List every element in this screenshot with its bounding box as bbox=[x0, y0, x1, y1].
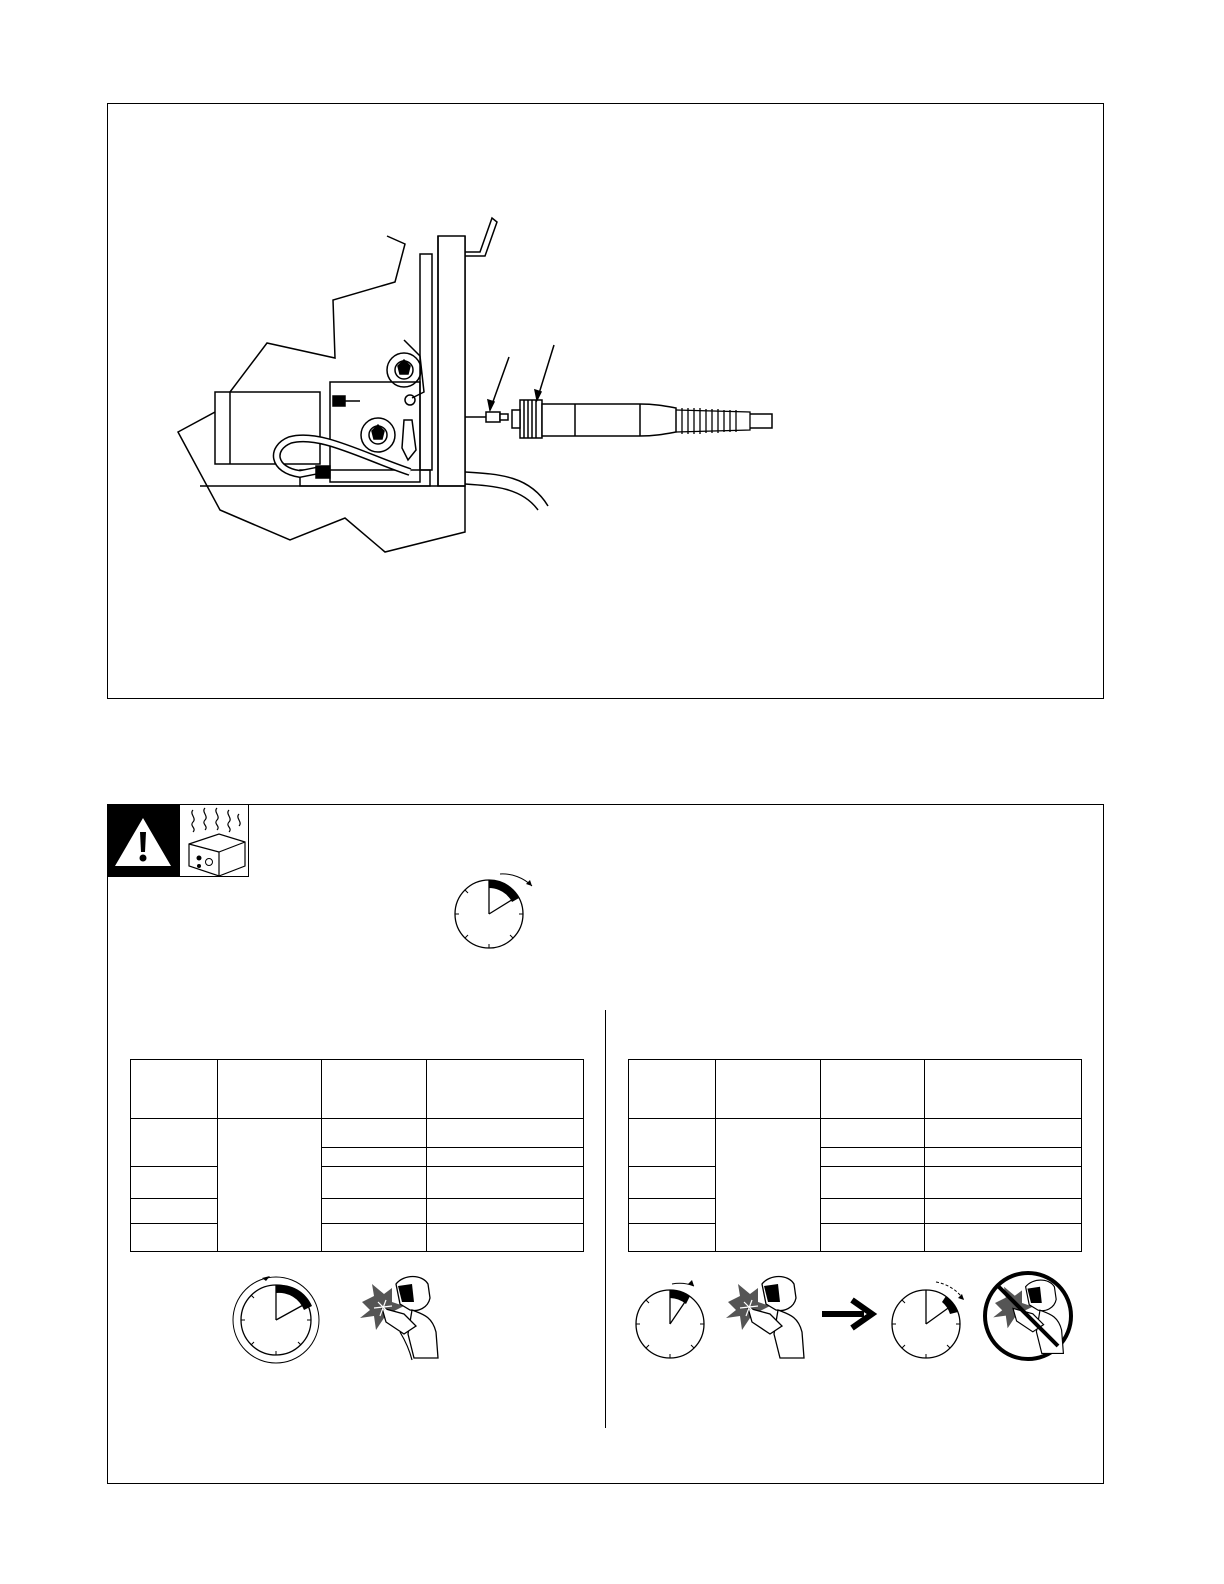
table-header-cell bbox=[218, 1060, 322, 1119]
wire-feeder-illustration bbox=[0, 0, 1224, 720]
left-duty-cycle-table bbox=[130, 1059, 584, 1252]
table-header-cell bbox=[131, 1060, 218, 1119]
no-welding-icon bbox=[982, 1270, 1074, 1362]
duty-cycle-clock-icon bbox=[452, 868, 542, 952]
overheating-machine-icon bbox=[179, 804, 249, 877]
table-header-cell bbox=[427, 1060, 584, 1119]
rest-clock-icon bbox=[888, 1276, 972, 1360]
partial-duty-clock-icon bbox=[632, 1276, 712, 1360]
continuous-duty-clock-icon bbox=[232, 1272, 322, 1366]
column-divider bbox=[605, 1010, 606, 1428]
welder-icon bbox=[352, 1272, 444, 1362]
warning-triangle-icon bbox=[107, 804, 179, 877]
table-header-cell bbox=[322, 1060, 427, 1119]
welder-icon bbox=[718, 1272, 810, 1362]
right-duty-cycle-table bbox=[628, 1059, 1082, 1252]
arrow-right-icon bbox=[820, 1298, 876, 1330]
